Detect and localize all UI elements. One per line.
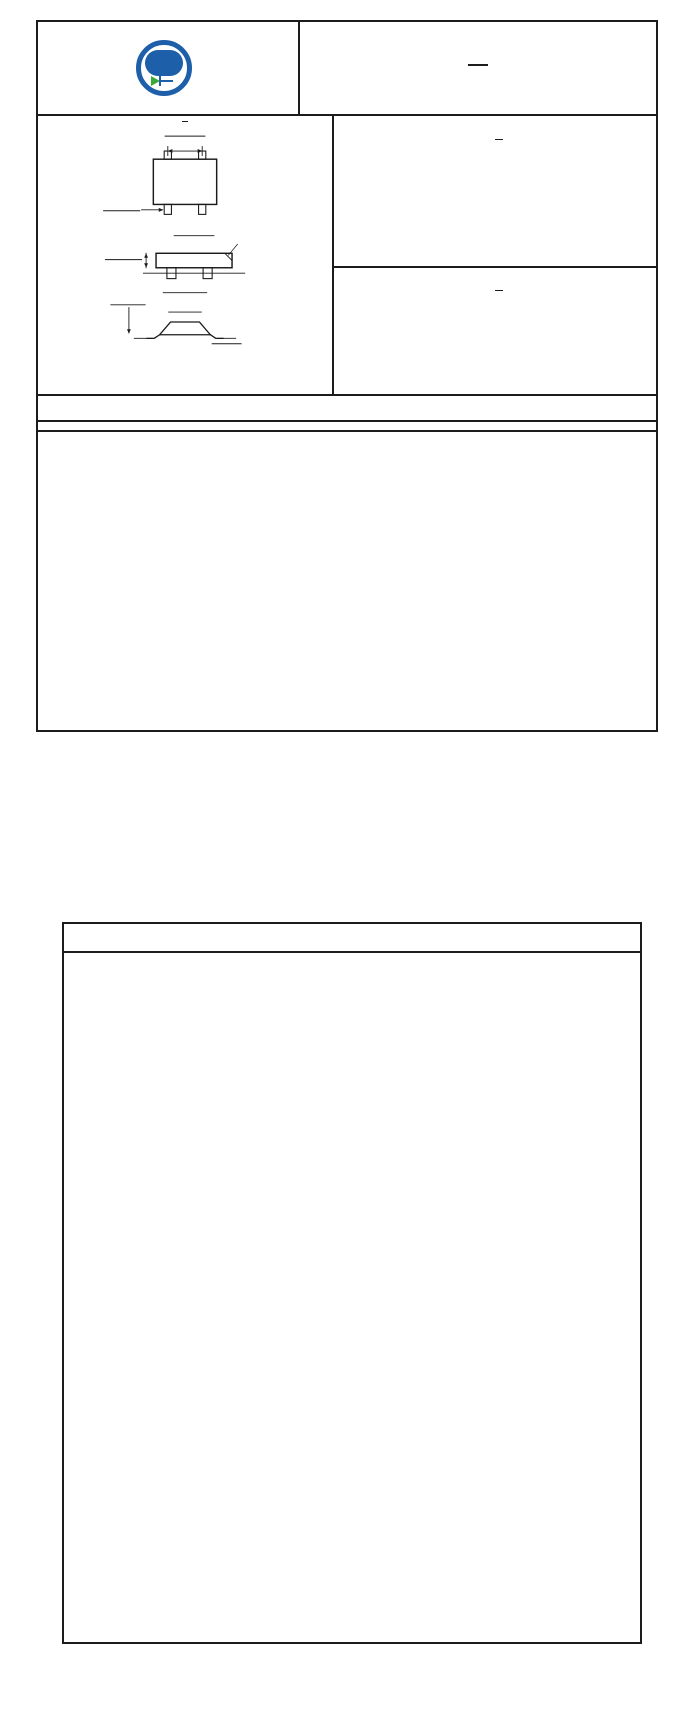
logo-monogram xyxy=(145,50,183,76)
mechanical-data-section xyxy=(334,268,656,394)
ratings-conditions xyxy=(38,422,656,432)
header xyxy=(38,22,656,116)
logo-ring-icon xyxy=(136,40,192,96)
ratings-section-heading xyxy=(38,396,656,422)
table-note xyxy=(38,438,656,454)
package-name xyxy=(182,120,188,122)
mechanical-heading xyxy=(352,274,646,289)
datasheet-page-1 xyxy=(36,20,658,732)
brand-logo xyxy=(38,22,300,114)
datasheet-page-2 xyxy=(62,922,642,1644)
title-block xyxy=(300,22,656,114)
package-drawing xyxy=(38,116,334,394)
curves-section-heading xyxy=(64,924,640,953)
part-number-title xyxy=(468,61,488,66)
diode-icon xyxy=(149,75,175,87)
features-heading xyxy=(352,123,646,138)
features-section xyxy=(334,116,656,268)
package-outline-drawing xyxy=(42,123,328,351)
